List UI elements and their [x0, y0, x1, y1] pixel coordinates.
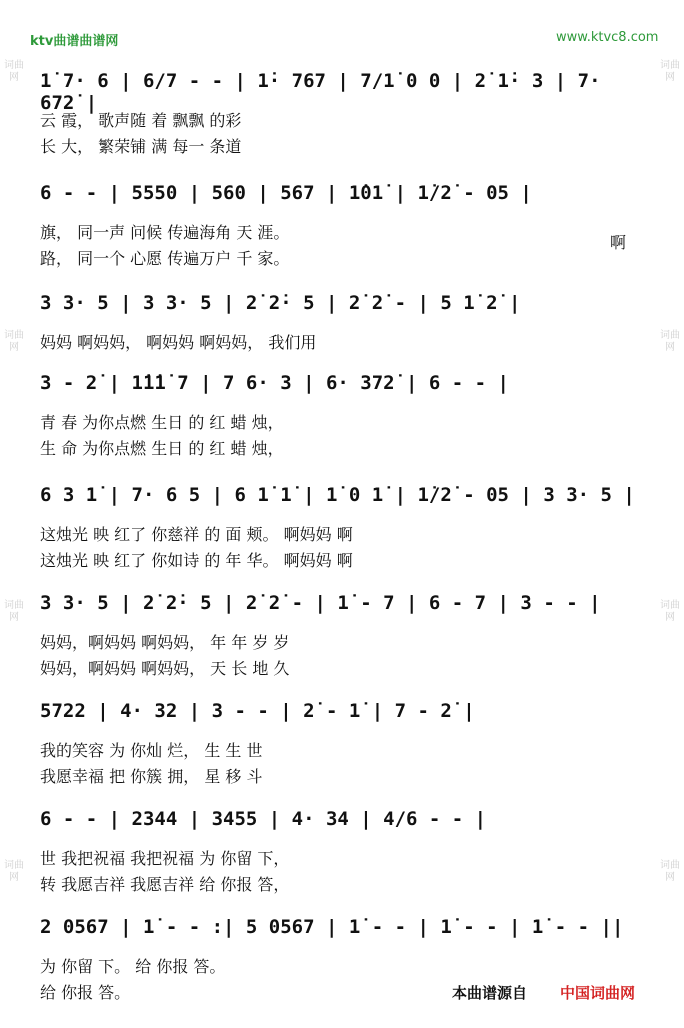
- score-system-3: [40, 280, 646, 352]
- source-label: 本曲谱源自: [452, 984, 528, 1002]
- score-system-9: [40, 904, 646, 1002]
- lyric-line-1: 妈妈 啊妈妈， 啊妈妈 啊妈妈， 我们用: [40, 333, 317, 352]
- notation-text: 3 - 2̇ | 1̇1̇1̇ 7 | 7 6· 3 | 6· 372̇ | 6 - - |: [40, 372, 509, 394]
- source-site-link[interactable]: 中国词曲网: [560, 984, 636, 1002]
- watermark-left: 词曲网: [4, 60, 24, 83]
- notation-text: 6 - - | 2344 | 3455 | 4· 34 | 4/6 - - |: [40, 808, 487, 830]
- lyric-line-1: 这烛光 映 红了 你慈祥 的 面 颊。 啊妈妈 啊: [40, 525, 353, 544]
- notation-text: 3 3· 5 | 2̇ 2̇· 5 | 2̇ 2̇ - | 1̇ - 7 | 6 - 7 | 3 - - |: [40, 592, 601, 614]
- lyric-line-2: 这烛光 映 红了 你如诗 的 年 华。 啊妈妈 啊: [40, 551, 353, 570]
- score-system-5: [40, 472, 646, 570]
- watermark-left: 词曲网: [4, 860, 24, 883]
- lyric-line-2: 生 命 为你点燃 生日 的 红 蜡 烛，: [40, 439, 284, 458]
- lyric-line-1: 为 你留 下。 给 你报 答。: [40, 957, 226, 976]
- notation-line: [40, 58, 646, 114]
- watermark-right: 词曲网: [660, 60, 680, 83]
- score-system-2: [40, 170, 646, 268]
- lyric-line-2: 长 大， 繁荣铺 满 每一 条道: [40, 137, 242, 156]
- notation-text: 6 3 1̇ | 7· 6 5 | 6 1̇ 1̇ | 1̇ 0 1̇ | 1̇/2̇ - 05 | 3 3· 5 |: [40, 484, 635, 506]
- score-system-7: [40, 688, 646, 786]
- score-system-1: [40, 58, 646, 156]
- watermark-left: 词曲网: [4, 330, 24, 353]
- watermark-right: 词曲网: [660, 330, 680, 353]
- lyric-line-1: 旗， 同一声 问候 传遍海角 天 涯。: [40, 223, 290, 242]
- site-logo-left: ktv曲谱曲谱网: [30, 34, 119, 49]
- notation-text: 5722 | 4· 32 | 3 - - | 2̇ - 1̇ | 7 - 2̇ |: [40, 700, 475, 722]
- notation-line: [40, 904, 646, 950]
- notation-line: [40, 280, 646, 326]
- lyric-line-2: 转 我愿吉祥 我愿吉祥 给 你报 答，: [40, 875, 290, 894]
- notation-line: [40, 796, 646, 842]
- score-system-4: [40, 360, 646, 458]
- notation-line: [40, 472, 646, 518]
- score-system-8: [40, 796, 646, 894]
- lyric-line-2: 给 你报 答。: [40, 983, 131, 1002]
- lyric-line-2: 路， 同一个 心愿 传遍万户 千 家。: [40, 249, 290, 268]
- lyric-line-1: 世 我把祝福 我把祝福 为 你留 下，: [40, 849, 290, 868]
- score-system-6: [40, 580, 646, 678]
- watermark-left: 词曲网: [4, 600, 24, 623]
- notation-text: 3 3· 5 | 3 3· 5 | 2̇ 2̇· 5 | 2̇ 2̇ - | 5 1̇ 2̇ |: [40, 292, 521, 314]
- notation-text: 6 - - | 5550 | 560 | 567 | 1̇01̇ | 1̇/2̇ - 05 |: [40, 182, 532, 204]
- lyric-line-2: 我愿幸福 把 你簇 拥， 星 移 斗: [40, 767, 263, 786]
- site-url-right: www.ktvc8.com: [556, 30, 659, 45]
- lyric-line-1: 青 春 为你点燃 生日 的 红 蜡 烛，: [40, 413, 284, 432]
- notation-line: [40, 170, 646, 216]
- notation-text: 1̇ 7· 6 | 6/7 - - | 1̇· 767 | 7/1̇ 0 0 | 2̇ 1̇· 3 | 7· 672̇ |: [40, 70, 601, 114]
- lyric-line-2: 妈妈，啊妈妈 啊妈妈， 天 长 地 久: [40, 659, 290, 678]
- lyric-tail: 啊: [610, 233, 627, 252]
- lyric-line-1: 云 霞， 歌声随 着 飘飘 的彩: [40, 111, 242, 130]
- lyric-line-1: 我的笑容 为 你灿 烂， 生 生 世: [40, 741, 263, 760]
- watermark-right: 词曲网: [660, 860, 680, 883]
- notation-line: [40, 688, 646, 734]
- notation-line: [40, 580, 646, 626]
- watermark-right: 词曲网: [660, 600, 680, 623]
- lyric-line-1: 妈妈，啊妈妈 啊妈妈， 年 年 岁 岁: [40, 633, 290, 652]
- notation-line: [40, 360, 646, 406]
- notation-text: 2 0567 | 1̇ - - :| 5 0567 | 1̇ - - | 1̇ - - | 1̇ - - ||: [40, 916, 624, 938]
